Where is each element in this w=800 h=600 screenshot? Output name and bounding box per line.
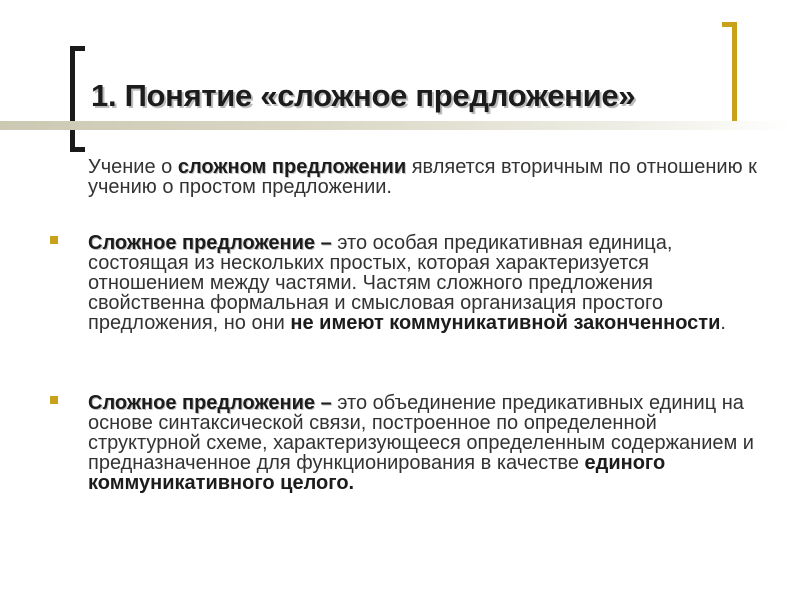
slide-title: 1. Понятие «сложное предложение»: [91, 78, 636, 113]
intro-text-1: Учение о: [88, 156, 178, 178]
definition-paragraph-2: [88, 393, 758, 493]
definition-paragraph-1: [88, 233, 758, 333]
definition-1-text: это особая предикативная единица, состоящая из нескольких простых, которая характеризуется отношением между частями. Частям сложного предложения свойственна формальная и смысловая организация простого предложения, но они: [88, 232, 673, 334]
intro-bold-term: сложном предложении: [177, 156, 407, 178]
definition-1-bold: не имеют коммуникативной законченности: [290, 312, 721, 334]
definition-2-bold: единого коммуникативного целого.: [88, 452, 666, 494]
intro-text-2: является вторичным по отношению к учению о простом предложении.: [88, 156, 757, 198]
bullet-marker-1: [50, 236, 58, 244]
left-bracket-decoration: [70, 46, 85, 152]
definition-2-text: это объединение предикативных единиц на основе синтаксической связи, построенное по определенной структурной схеме, характеризующееся определенным содержанием и предназначенное для функционирования в качестве: [88, 392, 754, 474]
definition-1-term: Сложное предложение –: [88, 232, 332, 254]
definition-1-end: .: [720, 312, 726, 334]
intro-paragraph: [88, 157, 758, 197]
title-underline-rule: [0, 121, 790, 130]
bullet-marker-2: [50, 396, 58, 404]
definition-2-term: Сложное предложение –: [88, 392, 332, 414]
right-bracket-decoration: [722, 22, 737, 130]
